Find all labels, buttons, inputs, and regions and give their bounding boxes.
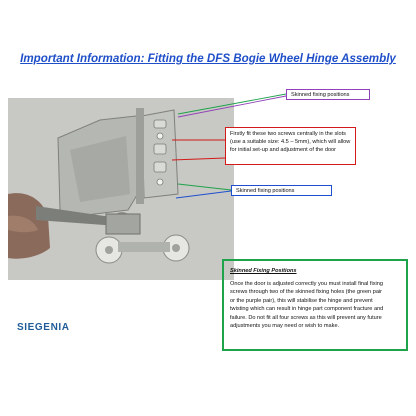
- callout-slot-line: for initial set-up and adjustment of the door: [230, 147, 337, 154]
- callout-slot-line: (use a suitable size: 4.5 – 5mm), which will allow: [230, 139, 351, 146]
- info-box: [222, 259, 408, 351]
- info-line: Once the door is adjusted correctly you must install final fixing: [230, 280, 383, 287]
- callout-slot-line: Firstly fit these two screws centrally in the slots: [230, 131, 346, 137]
- info-line: adjustments you may need or wish to make.: [230, 323, 340, 329]
- info-line: failure. Do not fit all four screws as this will prevent any future: [230, 314, 382, 321]
- hinge-photo: [8, 98, 234, 280]
- info-line: or the purple pair), this will stabilise the hinge and prevent: [230, 297, 373, 304]
- info-line: screws through two of the skinned fixing holes (the green pair: [230, 289, 383, 295]
- callout-skinned-top: Skinned fixing positions: [286, 89, 370, 100]
- info-heading: Skinned Fixing Positions: [230, 268, 297, 274]
- info-line: twisting which can result in hinge part component fracture and: [230, 306, 384, 312]
- callout-skinned-bottom: Skinned fixing positions: [231, 185, 332, 196]
- page-title: Important Information: Fitting the DFS Bogie Wheel Hinge Assembly: [20, 52, 396, 65]
- callout-slot-screws: [225, 127, 356, 165]
- brand-logo: SIEGENIA: [17, 322, 70, 333]
